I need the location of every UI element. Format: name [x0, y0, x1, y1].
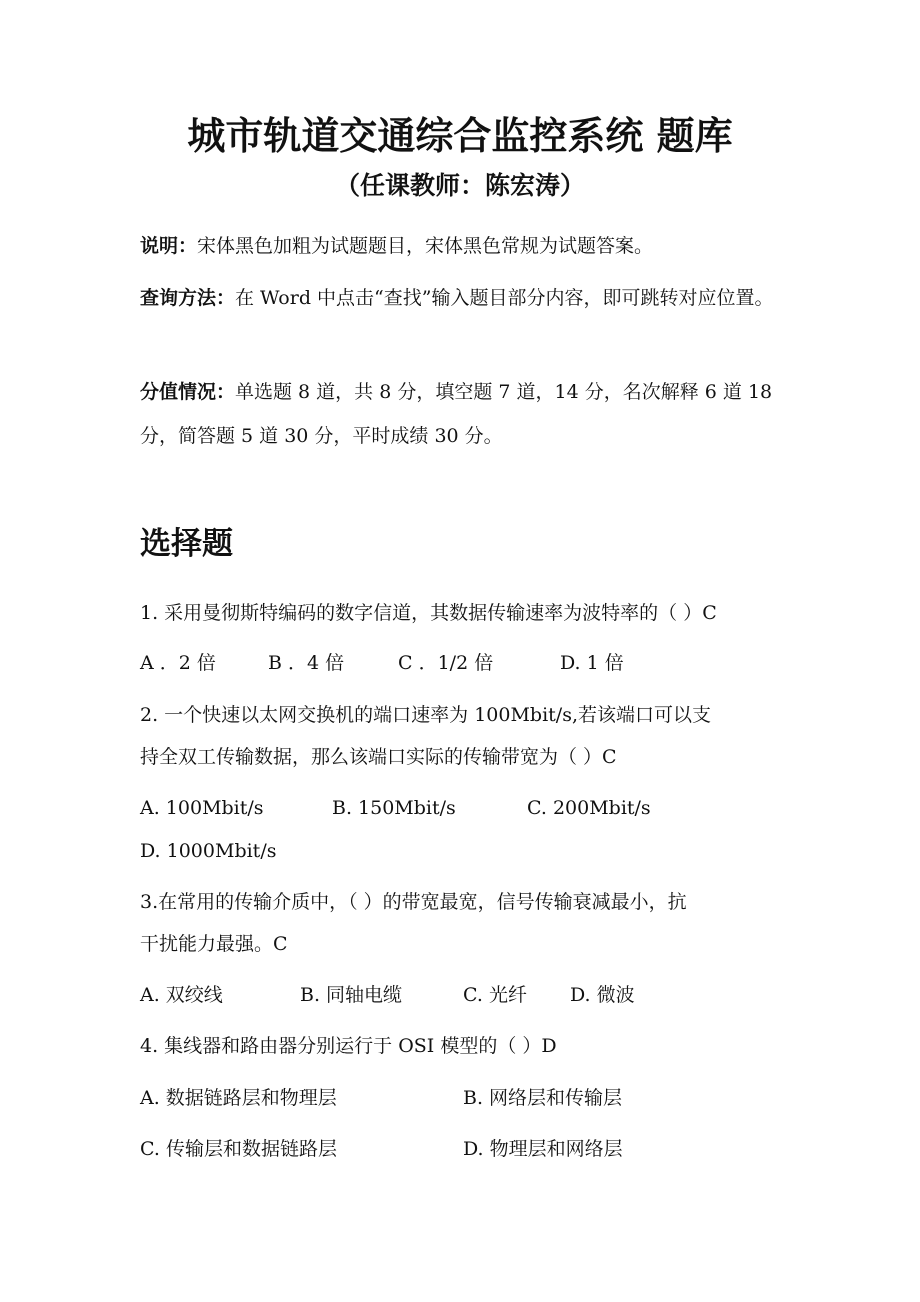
option-a: A ．2 倍: [140, 652, 216, 674]
question-stem: 1. 采用曼彻斯特编码的数字信道，其数据传输速率为波特率的（ ）C: [140, 602, 717, 624]
option-d: D. 1000Mbit/s: [140, 840, 277, 862]
document-title: 城市轨道交通综合监控系统 题库: [187, 114, 733, 158]
question-stem-continued: 干扰能力最强。C: [140, 933, 288, 955]
option-c: C. 200Mbit/s: [527, 797, 651, 819]
document-subtitle: （任课教师：陈宏涛）: [334, 171, 585, 200]
option-a: A. 100Mbit/s: [140, 797, 264, 819]
score-text: 单选题 8 道，共 8 分，填空题 7 道，14 分，名次解释 6 道 18 分，简答题 5 道 30 分，平时成绩 30 分。: [140, 381, 773, 447]
option-c: C. 光纤: [463, 984, 527, 1006]
option-d: D. 物理层和网络层: [463, 1138, 623, 1160]
option-b: B. 同轴电缆: [300, 984, 403, 1006]
note-text: 宋体黑色加粗为试题题目，宋体黑色常规为试题答案。: [197, 235, 654, 257]
query-text: 在 Word 中点击“查找”输入题目部分内容，即可跳转对应位置。: [235, 287, 774, 309]
score-label: 分值情况：: [140, 381, 236, 403]
option-b: B. 网络层和传输层: [463, 1087, 623, 1109]
section-heading: 选择题: [140, 526, 233, 562]
option-d: D. 微波: [570, 984, 635, 1006]
note-paragraph: [140, 224, 785, 268]
question-stem: 2. 一个快速以太网交换机的端口速率为 100Mbit/s,若该端口可以支: [140, 704, 711, 726]
question-stem: 4. 集线器和路由器分别运行于 OSI 模型的（ ）D: [140, 1035, 557, 1057]
option-b: B ．4 倍: [268, 652, 345, 674]
question-stem: 3.在常用的传输介质中，（ ）的带宽最宽，信号传输衰减最小，抗: [140, 891, 687, 913]
option-a: A. 数据链路层和物理层: [140, 1087, 337, 1109]
option-a: A. 双绞线: [140, 984, 223, 1006]
option-b: B. 150Mbit/s: [332, 797, 456, 819]
option-c: C. 传输层和数据链路层: [140, 1138, 337, 1160]
option-d: D. 1 倍: [560, 652, 624, 674]
query-label: 查询方法：: [140, 287, 236, 309]
query-paragraph: [140, 276, 785, 320]
option-c: C ．1/2 倍: [398, 652, 494, 674]
note-label: 说明：: [140, 235, 198, 257]
score-paragraph: [140, 370, 785, 458]
question-stem-continued: 持全双工传输数据，那么该端口实际的传输带宽为（ ）C: [140, 746, 617, 768]
